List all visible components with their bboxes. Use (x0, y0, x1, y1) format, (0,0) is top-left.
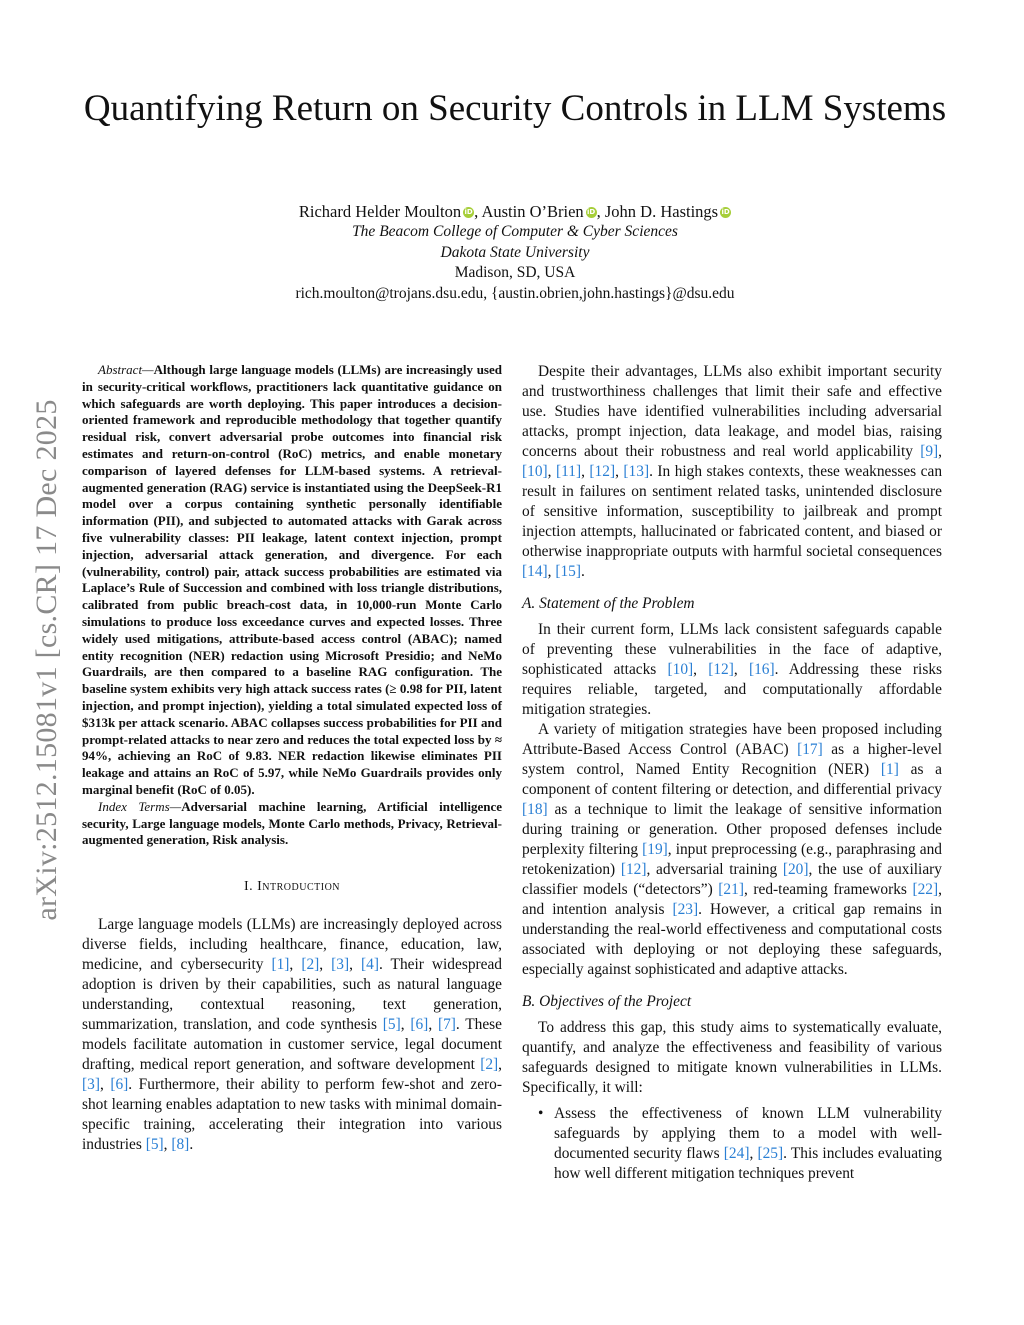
objectives-paragraph-1: To address this gap, this study aims to systematically evaluate, quantify, and analyze the effectiveness and feasibility of various safeguards designed to mitigate known vulnerabilities in LLMs. Specifically, it will: (522, 1019, 942, 1096)
citation-link[interactable]: [17] (797, 741, 823, 758)
intro-paragraph-2: Despite their advantages, LLMs also exhibit important security and trustworthiness challenges that limit their safe and effective use. Studies have identified vulnerabilities including adversarial attacks, prompt injection, data leakage, and model bias, raising concerns about their robustness and real world applicability [9], [10], [11], [12], [13]. In high stakes contexts, these weaknesses can result in failures on sentiment related tasks, unintended disclosure of sensitive information, susceptibility to jailbreak and prompt injection attempts, hallucinated or fabricated content, and biased or otherwise inappropriate outputs with harmful societal consequences [14], [15]. (522, 363, 943, 580)
subsection-heading-objectives: B. Objectives of the Project (522, 993, 692, 1010)
citation-link[interactable]: [18] (522, 801, 548, 818)
index-terms-lead: Index Terms— (98, 798, 182, 814)
index-terms (82, 799, 502, 849)
abstract (82, 362, 502, 799)
citation-link[interactable]: [14] (522, 563, 548, 580)
citation-link[interactable]: [22] (912, 881, 939, 898)
right-column (522, 362, 942, 1184)
citation-link[interactable]: [20] (782, 861, 809, 878)
intro-paragraph-1: Large language models (LLMs) are increasingly deployed across diverse fields, including healthcare, finance, education, law, medicine, and cybersecurity [1], [2], [3], [4]. Their widespread adoption is driven by their capabilities, such as natural language understanding, contextual reasoning, text generation, summarization, translation, and code synthesis [5], [6], [7]. These models facilitate automation in customer service, legal document drafting, medical report generation, and software development [2], [3], [6]. Furthermore, their ability to perform few-shot and zero-shot learning enables adaptation to new tasks with minimal domain-specific training, accelerating their integration into various industries [5], [8]. (82, 916, 503, 1154)
citation-link[interactable]: [1] (880, 761, 899, 778)
citation-link[interactable]: [5] (382, 1016, 401, 1034)
orcid-icon[interactable]: iD (587, 208, 596, 216)
affiliation-university: Dakota State University (440, 243, 590, 261)
citation-link[interactable]: [16] (748, 661, 775, 678)
citation-link[interactable]: [6] (410, 1016, 429, 1034)
problem-paragraph-2: A variety of mitigation strategies have been proposed including Attribute-Based Access Control (ABAC) [17] as a higher-level system control, Named Entity Recognition (NER) [1] as a component of content filtering or detection, and differential privacy [18] as a technique to limit the leakage of sensitive information during training or generation. Other proposed defenses include perplexity filtering [19], input preprocessing (e.g., paraphrasing and retokenization) [12], adversarial training [20], the use of auxiliary classifier models (“detectors”) [21], red-teaming frameworks [22], and intention analysis [23]. However, a critical gap remains in understanding the real-world effectiveness and computational costs associated with deploying or not deploying these safeguards, especially against sophisticated and adaptive attacks. (522, 721, 942, 978)
citation-link[interactable]: [12] (589, 463, 616, 480)
problem-paragraph-1: In their current form, LLMs lack consistent safeguards capable of preventing these vulnerabilities in the face of adaptive, sophisticated attacks [10], [12], [16]. Addressing these risks requires reliable, targeted, and computationally affordable mitigation strategies. (522, 621, 942, 718)
citation-link[interactable]: [1] (271, 956, 290, 974)
citation-link[interactable]: [21] (718, 881, 744, 898)
orcid-icon[interactable]: iD (464, 208, 473, 216)
citation-link[interactable]: [2] (480, 1056, 499, 1074)
citation-link[interactable]: [2] (301, 956, 320, 974)
citation-link[interactable]: [7] (437, 1016, 456, 1034)
abstract-text: Although large language models (LLMs) are increasingly used in security-critical workflows, practitioners lack quantitative guidance on which safeguards are worth deploying. This paper introduces a decision-oriented framework and reproducible methodology that together quantify residual risk, convert adversarial probe outcomes into financial risk estimates and return-on-control (RoC) metrics, and enable monetary comparison of layered defenses for LLM-based systems. A retrieval-augmented generation (RAG) service is instantiated using the DeepSeek-R1 model over a corpus containing synthetic personally identifiable information (PII), and subjected to automated attacks with Garak across five vulnerability classes: PII leakage, latent context injection, prompt injection, adversarial attack generation, and divergence. For each (vulnerability, control) pair, attack success probabilities are estimated via Laplace’s Rule of Succession and combined with loss triangle distributions, calibrated from public breach-cost data, in 10,000-run Monte Carlo simulations to produce loss exceedance curves and expected losses. Three widely used mitigations, attribute-based access control (ABAC); named entity recognition (NER) redaction using Microsoft Presidio; and NeMo Guardrails, are then compared to a baseline RAG configuration. The baseline system exhibits very high attack success rates (≥ 0.98 for PII, latent injection, and prompt injection), yielding a total simulated expected loss of $313k per attack scenario. ABAC collapses success probabilities for PII and prompt-related attacks to near zero and reduces the total expected loss by ≈ 94%, achieving an RoC of 9.83. NER redaction likewise eliminates PII leakage and attains an RoC of 5.97, while NeMo Guardrails provides only marginal benefit (RoC of 0.05). (82, 362, 502, 797)
author-emails: rich.moulton@trojans.dsu.edu, {austin.obrien,john.hastings}@dsu.edu (295, 284, 735, 302)
citation-link[interactable]: [25] (757, 1145, 784, 1162)
citation-link[interactable]: [9] (920, 443, 939, 460)
abstract-lead: Abstract— (98, 362, 154, 377)
citation-link[interactable]: [3] (82, 1076, 100, 1094)
citation-link[interactable]: [23] (672, 901, 699, 918)
citation-link[interactable]: [3] (331, 956, 350, 974)
subsection-heading-problem: A. Statement of the Problem (522, 595, 695, 612)
affiliation-location: Madison, SD, USA (454, 264, 576, 281)
index-terms-text: Adversarial machine learning, Artificial intelligence security, Large language models, Monte Carlo methods, Privacy, Retrieval-augmented generation, Risk analysis. (82, 798, 502, 848)
citation-link[interactable]: [11] (556, 463, 582, 480)
paper-title: Quantifying Return on Security Controls in LLM Systems (83, 88, 947, 129)
citation-link[interactable]: [24] (723, 1145, 750, 1162)
citation-link[interactable]: [8] (171, 1136, 190, 1154)
objectives-list (522, 1104, 942, 1184)
citation-link[interactable]: [10] (667, 661, 694, 678)
list-item: • Assess the effectiveness of known LLM vulnerability safeguards by applying them to a model with well-documented security flaws [24], [25]. This includes evaluating how well different mitigation techniques prevent (554, 1104, 942, 1184)
author-name: Austin O’Brien (481, 202, 584, 221)
citation-link[interactable]: [6] (110, 1076, 129, 1094)
author-name: John D. Hastings (604, 202, 719, 221)
citation-link[interactable]: [12] (708, 661, 734, 678)
section-heading-introduction: I. Introduction (243, 879, 341, 895)
citation-link[interactable]: [5] (145, 1136, 164, 1154)
citation-link[interactable]: [12] (620, 861, 647, 878)
author-name: Richard Helder Moulton (298, 202, 462, 221)
left-column (82, 362, 502, 1155)
author-names: Richard Helder Moulton iD, Austin O’Brien iD, John D. Hastings iD (298, 202, 730, 221)
orcid-icon[interactable]: iD (721, 208, 730, 216)
citation-link[interactable]: [19] (642, 841, 668, 858)
citation-link[interactable]: [4] (361, 956, 379, 974)
affiliation-college: The Beacom College of Computer & Cyber Sciences (352, 223, 678, 240)
author-block (80, 202, 950, 304)
citation-link[interactable]: [13] (623, 463, 650, 480)
citation-link[interactable]: [10] (522, 463, 548, 480)
arxiv-identifier-stamp[interactable]: arXiv:2512.15081v1 [cs.CR] 17 Dec 2025 (30, 399, 63, 921)
citation-link[interactable]: [15] (555, 563, 582, 580)
